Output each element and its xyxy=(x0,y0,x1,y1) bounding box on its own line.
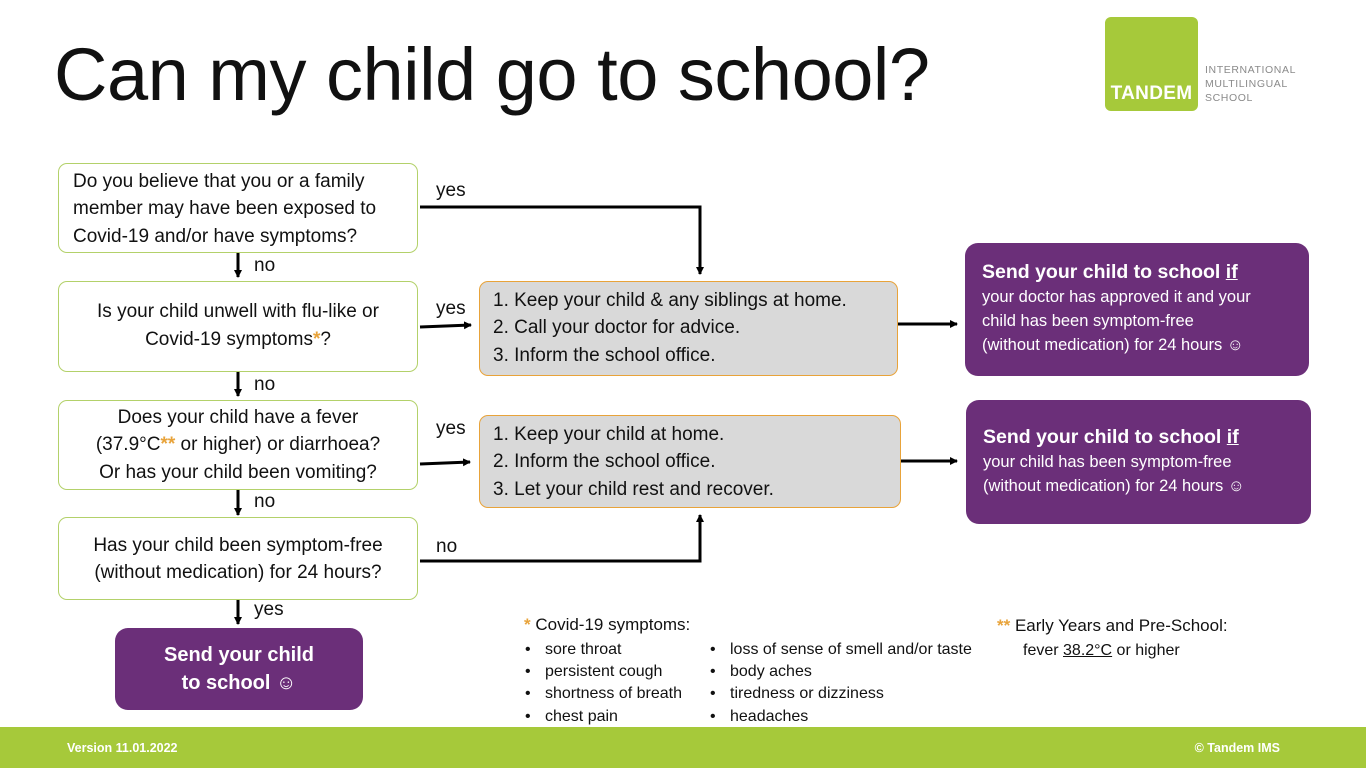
question-line: Is your child unwell with flu-like or xyxy=(97,301,379,322)
footer-bar xyxy=(0,727,1366,768)
question-line: member may have been exposed to xyxy=(73,198,377,219)
outcome-line: (without medication) for 24 hours ☺ xyxy=(982,336,1244,354)
question-exposed xyxy=(58,163,418,253)
outcome-symptom-free xyxy=(966,400,1311,524)
logo-line: INTERNATIONAL xyxy=(1205,64,1297,76)
question-line: Covid-19 symptoms*? xyxy=(145,329,331,350)
symptom-item: • body aches xyxy=(730,663,812,681)
action-item: 2. Call your doctor for advice. xyxy=(493,317,741,338)
question-line: (without medication) for 24 hours? xyxy=(94,562,382,583)
question-unwell xyxy=(58,281,418,372)
action-item: 1. Keep your child & any siblings at home. xyxy=(493,290,847,311)
arrow-q1-yes xyxy=(420,207,700,274)
outcome-heading: Send your child to school if xyxy=(982,261,1238,283)
symptom-item: • headaches xyxy=(730,708,808,726)
question-symptom-free xyxy=(58,517,418,600)
logo-line: MULTILINGUAL xyxy=(1205,78,1288,90)
action-item: 1. Keep your child at home. xyxy=(493,424,725,445)
outcome-line: (without medication) for 24 hours ☺ xyxy=(983,477,1245,495)
symptom-item: • chest pain xyxy=(545,708,618,726)
double-asterisk-marker: ** xyxy=(160,434,176,455)
label-no: no xyxy=(254,374,276,395)
action-box-home xyxy=(479,415,901,508)
outcome-line: child has been symptom-free xyxy=(982,312,1194,330)
copyright-label: © Tandem IMS xyxy=(1194,741,1280,755)
symptom-item: • tiredness or dizziness xyxy=(730,685,884,703)
page-title: Can my child go to school? xyxy=(54,33,930,116)
outcome-line: your doctor has approved it and your xyxy=(982,288,1251,306)
question-line: Do you believe that you or a family xyxy=(73,171,365,192)
arrow-q3-yes xyxy=(420,462,470,464)
covid-legend-title: * Covid-19 symptoms: xyxy=(524,615,691,634)
label-yes: yes xyxy=(436,180,466,201)
send-line: Send your child xyxy=(163,644,315,666)
question-line: Or has your child been vomiting? xyxy=(99,462,377,483)
asterisk-marker: * xyxy=(312,329,321,350)
send-to-school-box xyxy=(115,628,363,710)
label-no: no xyxy=(254,255,276,276)
symptom-item: • persistent cough xyxy=(545,663,662,681)
question-line: Covid-19 and/or have symptoms? xyxy=(73,226,358,247)
label-no: no xyxy=(254,491,276,512)
symptom-item: • loss of sense of smell and/or taste xyxy=(730,641,972,659)
symptom-item: • shortness of breath xyxy=(545,685,682,703)
action-item: 2. Inform the school office. xyxy=(493,451,716,472)
label-no: no xyxy=(436,536,458,557)
action-item: 3. Let your child rest and recover. xyxy=(493,479,774,500)
label-yes: yes xyxy=(254,599,284,620)
question-line: Has your child been symptom-free xyxy=(93,535,383,556)
label-yes: yes xyxy=(436,298,466,319)
outcome-heading: Send your child to school if xyxy=(983,426,1239,448)
early-years-fever: fever 38.2°C or higher xyxy=(1023,642,1180,659)
outcome-line: your child has been symptom-free xyxy=(983,453,1232,471)
send-line: to school ☺ xyxy=(181,672,297,694)
arrow-q4-no xyxy=(420,515,700,561)
outcome-doctor-approved xyxy=(965,243,1309,376)
symptom-item: • sore throat xyxy=(545,641,621,659)
arrow-q2-yes xyxy=(420,325,471,327)
question-line: (37.9°C** or higher) or diarrhoea? xyxy=(95,434,381,455)
logo-line: SCHOOL xyxy=(1205,92,1253,104)
question-line: Does your child have a fever xyxy=(117,407,359,428)
early-years-legend-title: ** Early Years and Pre-School: xyxy=(997,616,1228,635)
version-label: Version 11.01.2022 xyxy=(67,741,178,755)
action-item: 3. Inform the school office. xyxy=(493,345,716,366)
label-yes: yes xyxy=(436,418,466,439)
question-fever xyxy=(58,400,418,490)
logo-brand: TANDEM xyxy=(1110,83,1193,104)
action-box-doctor xyxy=(479,281,898,376)
